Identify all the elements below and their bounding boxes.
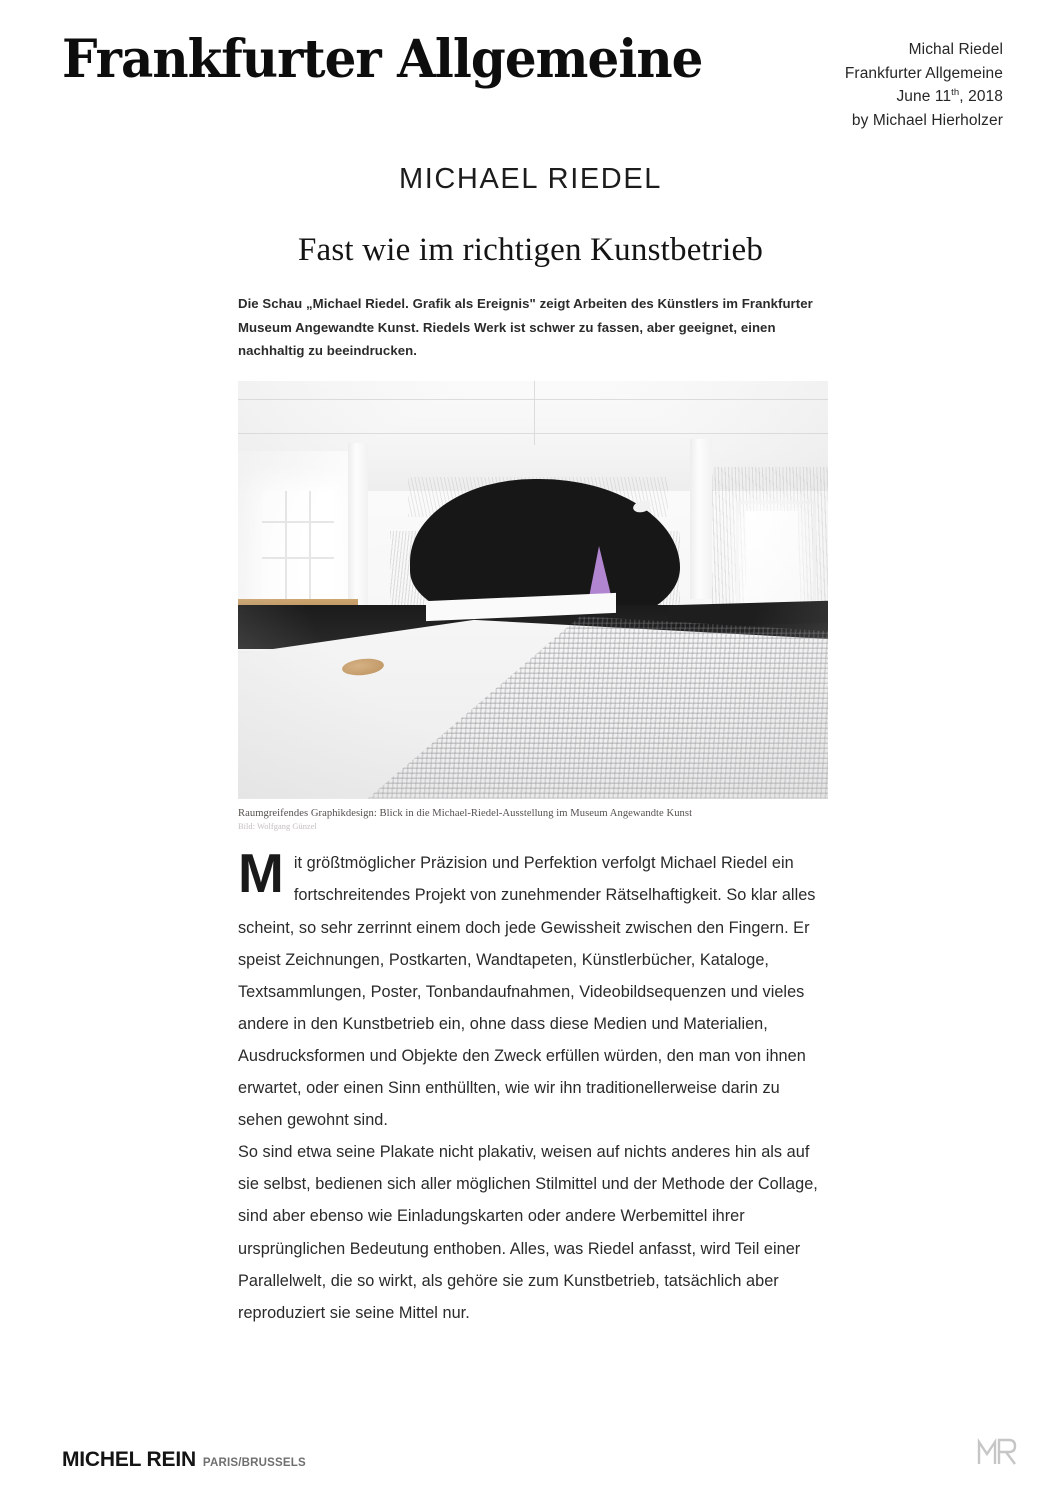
date-monthday: June 11 bbox=[896, 88, 952, 106]
ceiling-seam bbox=[238, 399, 828, 400]
drop-cap: M bbox=[238, 842, 284, 905]
photo-credit: Bild: Wolfgang Günzel bbox=[238, 822, 317, 832]
pillar bbox=[348, 443, 368, 621]
header-meta-date bbox=[845, 85, 1003, 109]
header-meta-block bbox=[845, 38, 1003, 132]
article-headline: Fast wie im richtigen Kunstbetrieb bbox=[297, 232, 764, 268]
mr-monogram-icon bbox=[975, 1430, 1019, 1470]
masthead-title: Frankfurter Allgemeine bbox=[62, 29, 703, 90]
dark-floor-band bbox=[668, 600, 828, 626]
article-column bbox=[238, 292, 828, 1329]
photo-caption: Raumgreifendes Graphikdesign: Blick in die Michael-Riedel-Ausstellung im Museum Angewandte Kunst bbox=[238, 807, 693, 819]
ceiling-seam bbox=[534, 381, 535, 445]
ceiling-seam bbox=[238, 433, 828, 434]
pillar bbox=[690, 439, 712, 599]
header-meta-publication: Frankfurter Allgemeine bbox=[844, 64, 1003, 82]
article-lede: Die Schau „Michael Riedel. Grafik als Ereignis" zeigt Arbeiten des Künstlers im Frankfurter Museum Angewandte Kunst. Riedels Werk ist schwer zu fassen, aber geeignet, einen nachhaltig zu beeindrucken. bbox=[238, 296, 813, 358]
gallery-name: MICHEL REIN bbox=[62, 1448, 196, 1471]
body-paragraph-1 bbox=[238, 842, 828, 1136]
page-title: MICHAEL RIEDEL bbox=[398, 163, 663, 195]
header-meta-artist: Michal Riedel bbox=[908, 41, 1003, 58]
article-body bbox=[238, 842, 828, 1328]
window bbox=[262, 491, 334, 609]
date-year: , 2018 bbox=[959, 88, 1003, 106]
body-paragraph-1-text: it größtmöglicher Präzision und Perfektion verfolgt Michael Riedel ein fortschreitendes Projekt von zunehmender Rätselhaftigkeit. So klar alles scheint, so sehr zerrinnt einem doch jede Gewissheit zwischen den Fingern. Er speist Zeichnungen, Postkarten, Wandtapeten, Künstlerbücher, Kataloge, Textsammlungen, Poster, Tonbandaufnahmen, Videobildsequenzen und vieles andere in den Kunstbetrieb ein, ohne dass diese Medien und Materialien, Ausdrucksformen und Objekte den Zweck erfüllen würden, den man von ihnen erwartet, oder einen Sinn enthüllten, wie wir ihn traditionellerweise darin zu sehen gewohnt sind. bbox=[238, 854, 816, 1130]
date-ordinal: th bbox=[951, 86, 960, 98]
gallery-footer bbox=[62, 1448, 306, 1472]
masthead-logo bbox=[62, 29, 703, 96]
installation-photo bbox=[238, 381, 828, 799]
gallery-cities: PARIS/BRUSSELS bbox=[202, 1457, 306, 1469]
header-meta-byline: by Michael Hierholzer bbox=[851, 111, 1003, 129]
body-paragraph-2: So sind etwa seine Plakate nicht plakativ, weisen auf nichts anderes hin als auf sie selbst, bedienen sich aller möglichen Stilmittel und der Methode der Collage, sind aber ebenso wie Einladungskarten oder andere Werbemittel ihrer ursprünglichen Bedeutung enthoben. Alles, was Riedel anfasst, wird Teil einer Parallelwelt, die so wirkt, als gehöre sie zum Kunstbetrieb, tatsächlich aber reproduziert sie seine Mittel nur. bbox=[238, 1143, 818, 1322]
